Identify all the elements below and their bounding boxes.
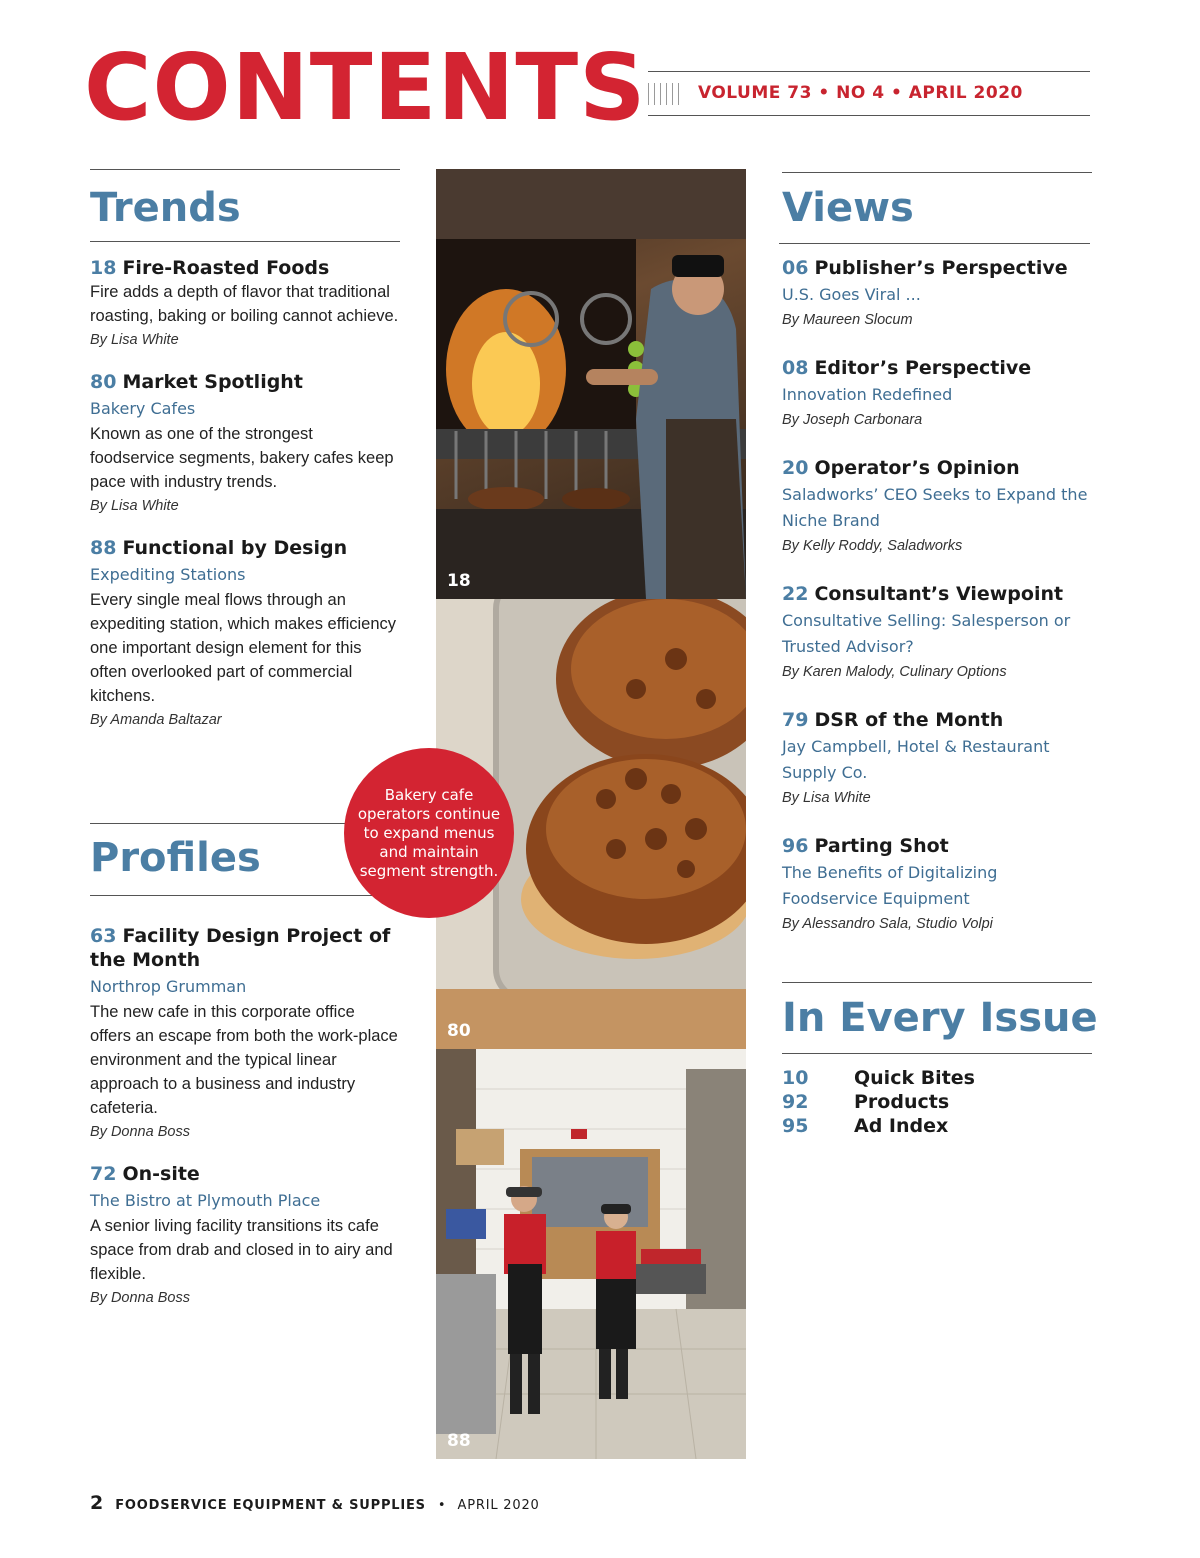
profiles-rule-top [90, 823, 370, 824]
toc-entry-parting-shot[interactable] [782, 834, 1092, 936]
entry-byline: By Lisa White [782, 790, 871, 806]
page-number: 79 [782, 709, 809, 731]
issue-date: APRIL 2020 [457, 1498, 540, 1513]
entry-description: A senior living facility transitions its cafe space from drab and closed in to airy and flexible. [90, 1217, 393, 1283]
page-number: 22 [782, 583, 809, 605]
trends-rule-bottom [90, 241, 400, 242]
entry-byline: By Donna Boss [90, 1124, 190, 1140]
entry-title: Market Spotlight [122, 371, 303, 393]
issue-tick-marks [648, 83, 684, 105]
trends-list [90, 256, 400, 750]
page-number: 72 [90, 1163, 117, 1185]
entry-title: Editor’s Perspective [814, 357, 1032, 379]
entry-title: Parting Shot [814, 835, 949, 857]
every-issue-rule-bottom [782, 1053, 1092, 1054]
toc-entry-facility-design-project[interactable] [90, 924, 400, 1144]
folio-page-number: 2 [90, 1492, 104, 1514]
page-number: 88 [90, 537, 117, 559]
views-rule-bottom [779, 243, 1090, 244]
page-footer [90, 1492, 540, 1514]
entry-byline: By Kelly Roddy, Saladworks [782, 538, 963, 554]
toc-entry-on-site[interactable] [90, 1162, 400, 1310]
entry-title: Quick Bites [854, 1067, 975, 1089]
footer-separator: • [437, 1498, 446, 1513]
entry-title: Fire-Roasted Foods [122, 257, 330, 279]
entry-heading [90, 924, 400, 972]
profiles-heading: Profiles [90, 835, 261, 881]
trends-rule-top [90, 169, 400, 170]
toc-entry-publishers-perspective[interactable] [782, 256, 1092, 332]
entry-subtitle: Bakery Cafes [90, 399, 196, 418]
views-list [782, 256, 1092, 954]
page-number: 18 [90, 257, 117, 279]
entry-description: Known as one of the strongest foodservice segments, bakery cafes keep pace with industry trends. [90, 425, 394, 491]
toc-entry-editors-perspective[interactable] [782, 356, 1092, 432]
entry-title: Consultant’s Viewpoint [814, 583, 1064, 605]
entry-title: Functional by Design [122, 537, 348, 559]
entry-subtitle: Innovation Redefined [782, 385, 953, 404]
page-number: 20 [782, 457, 809, 479]
entry-byline: By Lisa White [90, 498, 179, 514]
entry-title: Publisher’s Perspective [814, 257, 1068, 279]
entry-heading [782, 708, 1092, 732]
entry-heading [90, 536, 400, 560]
entry-heading [782, 356, 1092, 380]
entry-byline: By Amanda Baltazar [90, 712, 222, 728]
entry-subtitle: Expediting Stations [90, 565, 246, 584]
issue-info: VOLUME 73 • NO 4 • APRIL 2020 [698, 83, 1023, 103]
page-number: 63 [90, 925, 117, 947]
photo-page-number: 80 [447, 1021, 471, 1041]
toc-entry-products[interactable] [782, 1090, 1092, 1114]
entry-description: The new cafe in this corporate office offers an escape from both the work-place environment and the typical linear approach to a business and industry cafeteria. [90, 1003, 398, 1117]
page-number: 92 [782, 1091, 809, 1113]
photo-page-number: 18 [447, 571, 471, 591]
entry-heading [90, 256, 400, 280]
entry-heading [782, 834, 1092, 858]
grill-illustration [436, 169, 746, 599]
toc-entry-operators-opinion[interactable] [782, 456, 1092, 558]
page-number: 80 [90, 371, 117, 393]
entry-byline: By Maureen Slocum [782, 312, 913, 328]
toc-entry-quick-bites[interactable] [782, 1066, 1092, 1090]
expediting-kitchen-photo[interactable] [436, 1049, 746, 1459]
profiles-rule-bottom [90, 895, 390, 896]
entry-subtitle: U.S. Goes Viral ... [782, 285, 921, 304]
page-number: 06 [782, 257, 809, 279]
issue-rule-top [648, 71, 1090, 72]
toc-entry-fire-roasted-foods[interactable] [90, 256, 400, 352]
page-number: 95 [782, 1115, 809, 1137]
page-title: CONTENTS [84, 34, 647, 141]
views-rule-top [782, 172, 1092, 173]
page-number: 10 [782, 1067, 809, 1089]
entry-title: Products [854, 1091, 950, 1113]
entry-subtitle: The Bistro at Plymouth Place [90, 1191, 321, 1210]
entry-byline: By Alessandro Sala, Studio Volpi [782, 916, 993, 932]
fire-roasting-photo[interactable] [436, 169, 746, 599]
entry-title: Ad Index [854, 1115, 949, 1137]
magazine-name: FOODSERVICE EQUIPMENT & SUPPLIES [115, 1498, 426, 1513]
views-heading: Views [782, 185, 914, 231]
entry-heading [90, 1162, 400, 1186]
trends-heading: Trends [90, 185, 241, 231]
entry-subtitle: Jay Campbell, Hotel & Restaurant Supply Co. [782, 737, 1050, 782]
entry-byline: By Donna Boss [90, 1290, 190, 1306]
toc-entry-consultants-viewpoint[interactable] [782, 582, 1092, 684]
profiles-list [90, 924, 400, 1328]
entry-heading [782, 256, 1092, 280]
page-number: 96 [782, 835, 809, 857]
entry-byline: By Joseph Carbonara [782, 412, 923, 428]
callout-text: Bakery cafe operators continue to expand menus and maintain segment strength. [357, 785, 501, 880]
photo-page-number: 88 [447, 1431, 471, 1451]
every-issue-list [782, 1066, 1092, 1138]
entry-subtitle: The Benefits of Digitalizing Foodservice Equipment [782, 863, 998, 908]
entry-title: Facility Design Project of the Month [90, 925, 391, 971]
entry-heading [782, 456, 1092, 480]
entry-byline: By Lisa White [90, 332, 179, 348]
kitchen-illustration [436, 1049, 746, 1459]
entry-title: Operator’s Opinion [814, 457, 1020, 479]
page-number: 08 [782, 357, 809, 379]
entry-title: DSR of the Month [814, 709, 1004, 731]
entry-subtitle: Northrop Grumman [90, 977, 247, 996]
entry-subtitle: Saladworks’ CEO Seeks to Expand the Niche Brand [782, 485, 1088, 530]
toc-entry-ad-index[interactable] [782, 1114, 1092, 1138]
entry-description: Every single meal flows through an expediting station, which makes efficiency one important design element for this often overlooked part of commercial kitchens. [90, 591, 397, 705]
issue-rule-bottom [648, 115, 1090, 116]
entry-byline: By Karen Malody, Culinary Options [782, 664, 1007, 680]
callout-badge [344, 748, 514, 918]
entry-heading [90, 370, 400, 394]
entry-title: On-site [122, 1163, 200, 1185]
entry-subtitle: Consultative Selling: Salesperson or Trusted Advisor? [782, 611, 1071, 656]
entry-heading [782, 582, 1092, 606]
every-issue-heading: In Every Issue [782, 995, 1098, 1041]
toc-entry-functional-by-design[interactable] [90, 536, 400, 732]
every-issue-rule-top [782, 982, 1092, 983]
toc-entry-dsr-of-the-month[interactable] [782, 708, 1092, 810]
toc-entry-market-spotlight[interactable] [90, 370, 400, 518]
entry-description: Fire adds a depth of flavor that traditional roasting, baking or boiling cannot achieve. [90, 283, 399, 325]
